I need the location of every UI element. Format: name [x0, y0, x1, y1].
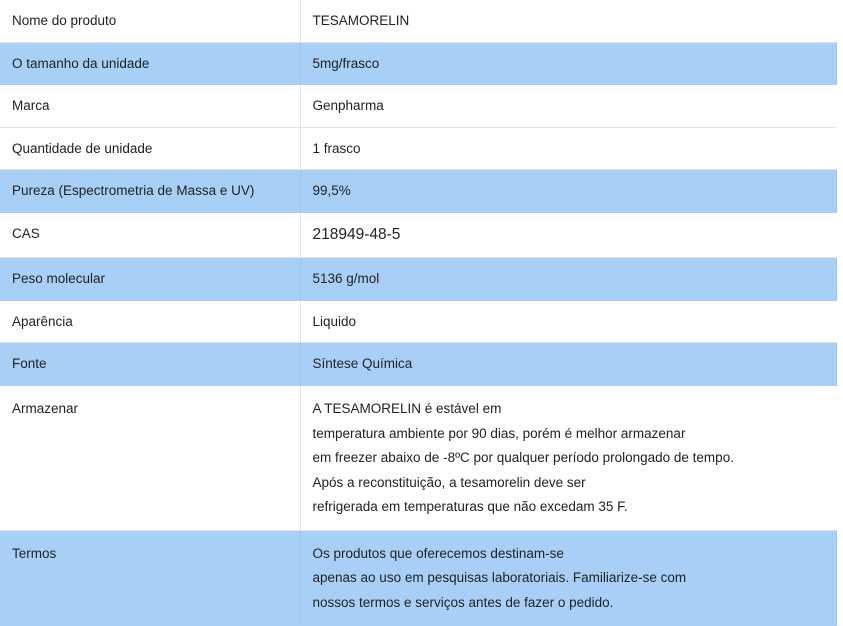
spec-value-cell: [300, 42, 836, 85]
spec-value-cell: [300, 530, 836, 626]
spec-value-line: TESAMORELIN: [312, 13, 410, 28]
spec-value-line: em freezer abaixo de -8ºC por qualquer período prolongado de tempo.: [312, 450, 734, 466]
spec-value-line: nossos termos e serviços antes de fazer o pedido.: [312, 594, 614, 610]
spec-value-line: 5mg/frasco: [312, 55, 380, 71]
table-row: [0, 530, 836, 626]
spec-value-line: 218949-48-5: [312, 225, 401, 243]
spec-label-cell: Peso molecular: [0, 258, 300, 301]
spec-label-cell: Quantidade de unidade: [0, 127, 300, 170]
spec-value-line: 5136 g/mol: [312, 271, 380, 287]
table-row: [0, 85, 836, 128]
spec-value-cell: [300, 0, 836, 42]
spec-label-cell: Armazenar: [0, 385, 300, 530]
spec-value-line: Síntese Química: [312, 356, 413, 372]
table-row: [0, 258, 836, 301]
table-row: [0, 170, 836, 213]
spec-value-line: A TESAMORELIN é estável em: [312, 400, 502, 416]
spec-value-cell: [300, 127, 836, 170]
spec-value-cell: [300, 258, 836, 301]
spec-value-cell: [300, 85, 836, 128]
spec-label-cell: Fonte: [0, 343, 300, 386]
table-row: [0, 343, 836, 386]
spec-value-cell: [300, 385, 836, 530]
spec-value-line: 1 frasco: [312, 140, 361, 156]
spec-label-cell: Marca: [0, 85, 300, 128]
spec-value-line: Genpharma: [312, 98, 384, 114]
spec-value-cell: [300, 212, 836, 257]
spec-label-cell: Termos: [0, 530, 300, 626]
spec-label-cell: Aparência: [0, 300, 300, 343]
spec-value-line: refrigerada em temperaturas que não excedam 35 F.: [312, 499, 628, 515]
spec-label-cell: Nome do produto: [0, 0, 300, 42]
spec-value-cell: [300, 343, 836, 386]
spec-value-cell: [300, 170, 836, 213]
table-row: [0, 300, 836, 343]
table-row: [0, 385, 836, 530]
spec-value-line: 99,5%: [312, 183, 351, 199]
table-row: [0, 212, 836, 257]
table-row: [0, 42, 836, 85]
spec-value-cell: [300, 300, 836, 343]
spec-value-line: Liquido: [312, 313, 357, 329]
spec-value-line: apenas ao uso em pesquisas laboratoriais. Familiarize-se com: [312, 570, 687, 586]
table-row: [0, 0, 836, 42]
spec-value-line: Os produtos que oferecemos destinam-se: [312, 545, 564, 561]
table-row: [0, 127, 836, 170]
spec-value-line: temperatura ambiente por 90 dias, porém é melhor armazenar: [312, 425, 686, 441]
spec-label-cell: Pureza (Espectrometria de Massa e UV): [0, 170, 300, 213]
spec-value-line: Após a reconstituição, a tesamorelin deve ser: [312, 474, 586, 490]
spec-label-cell: CAS: [0, 212, 300, 257]
spec-label-cell: O tamanho da unidade: [0, 42, 300, 85]
